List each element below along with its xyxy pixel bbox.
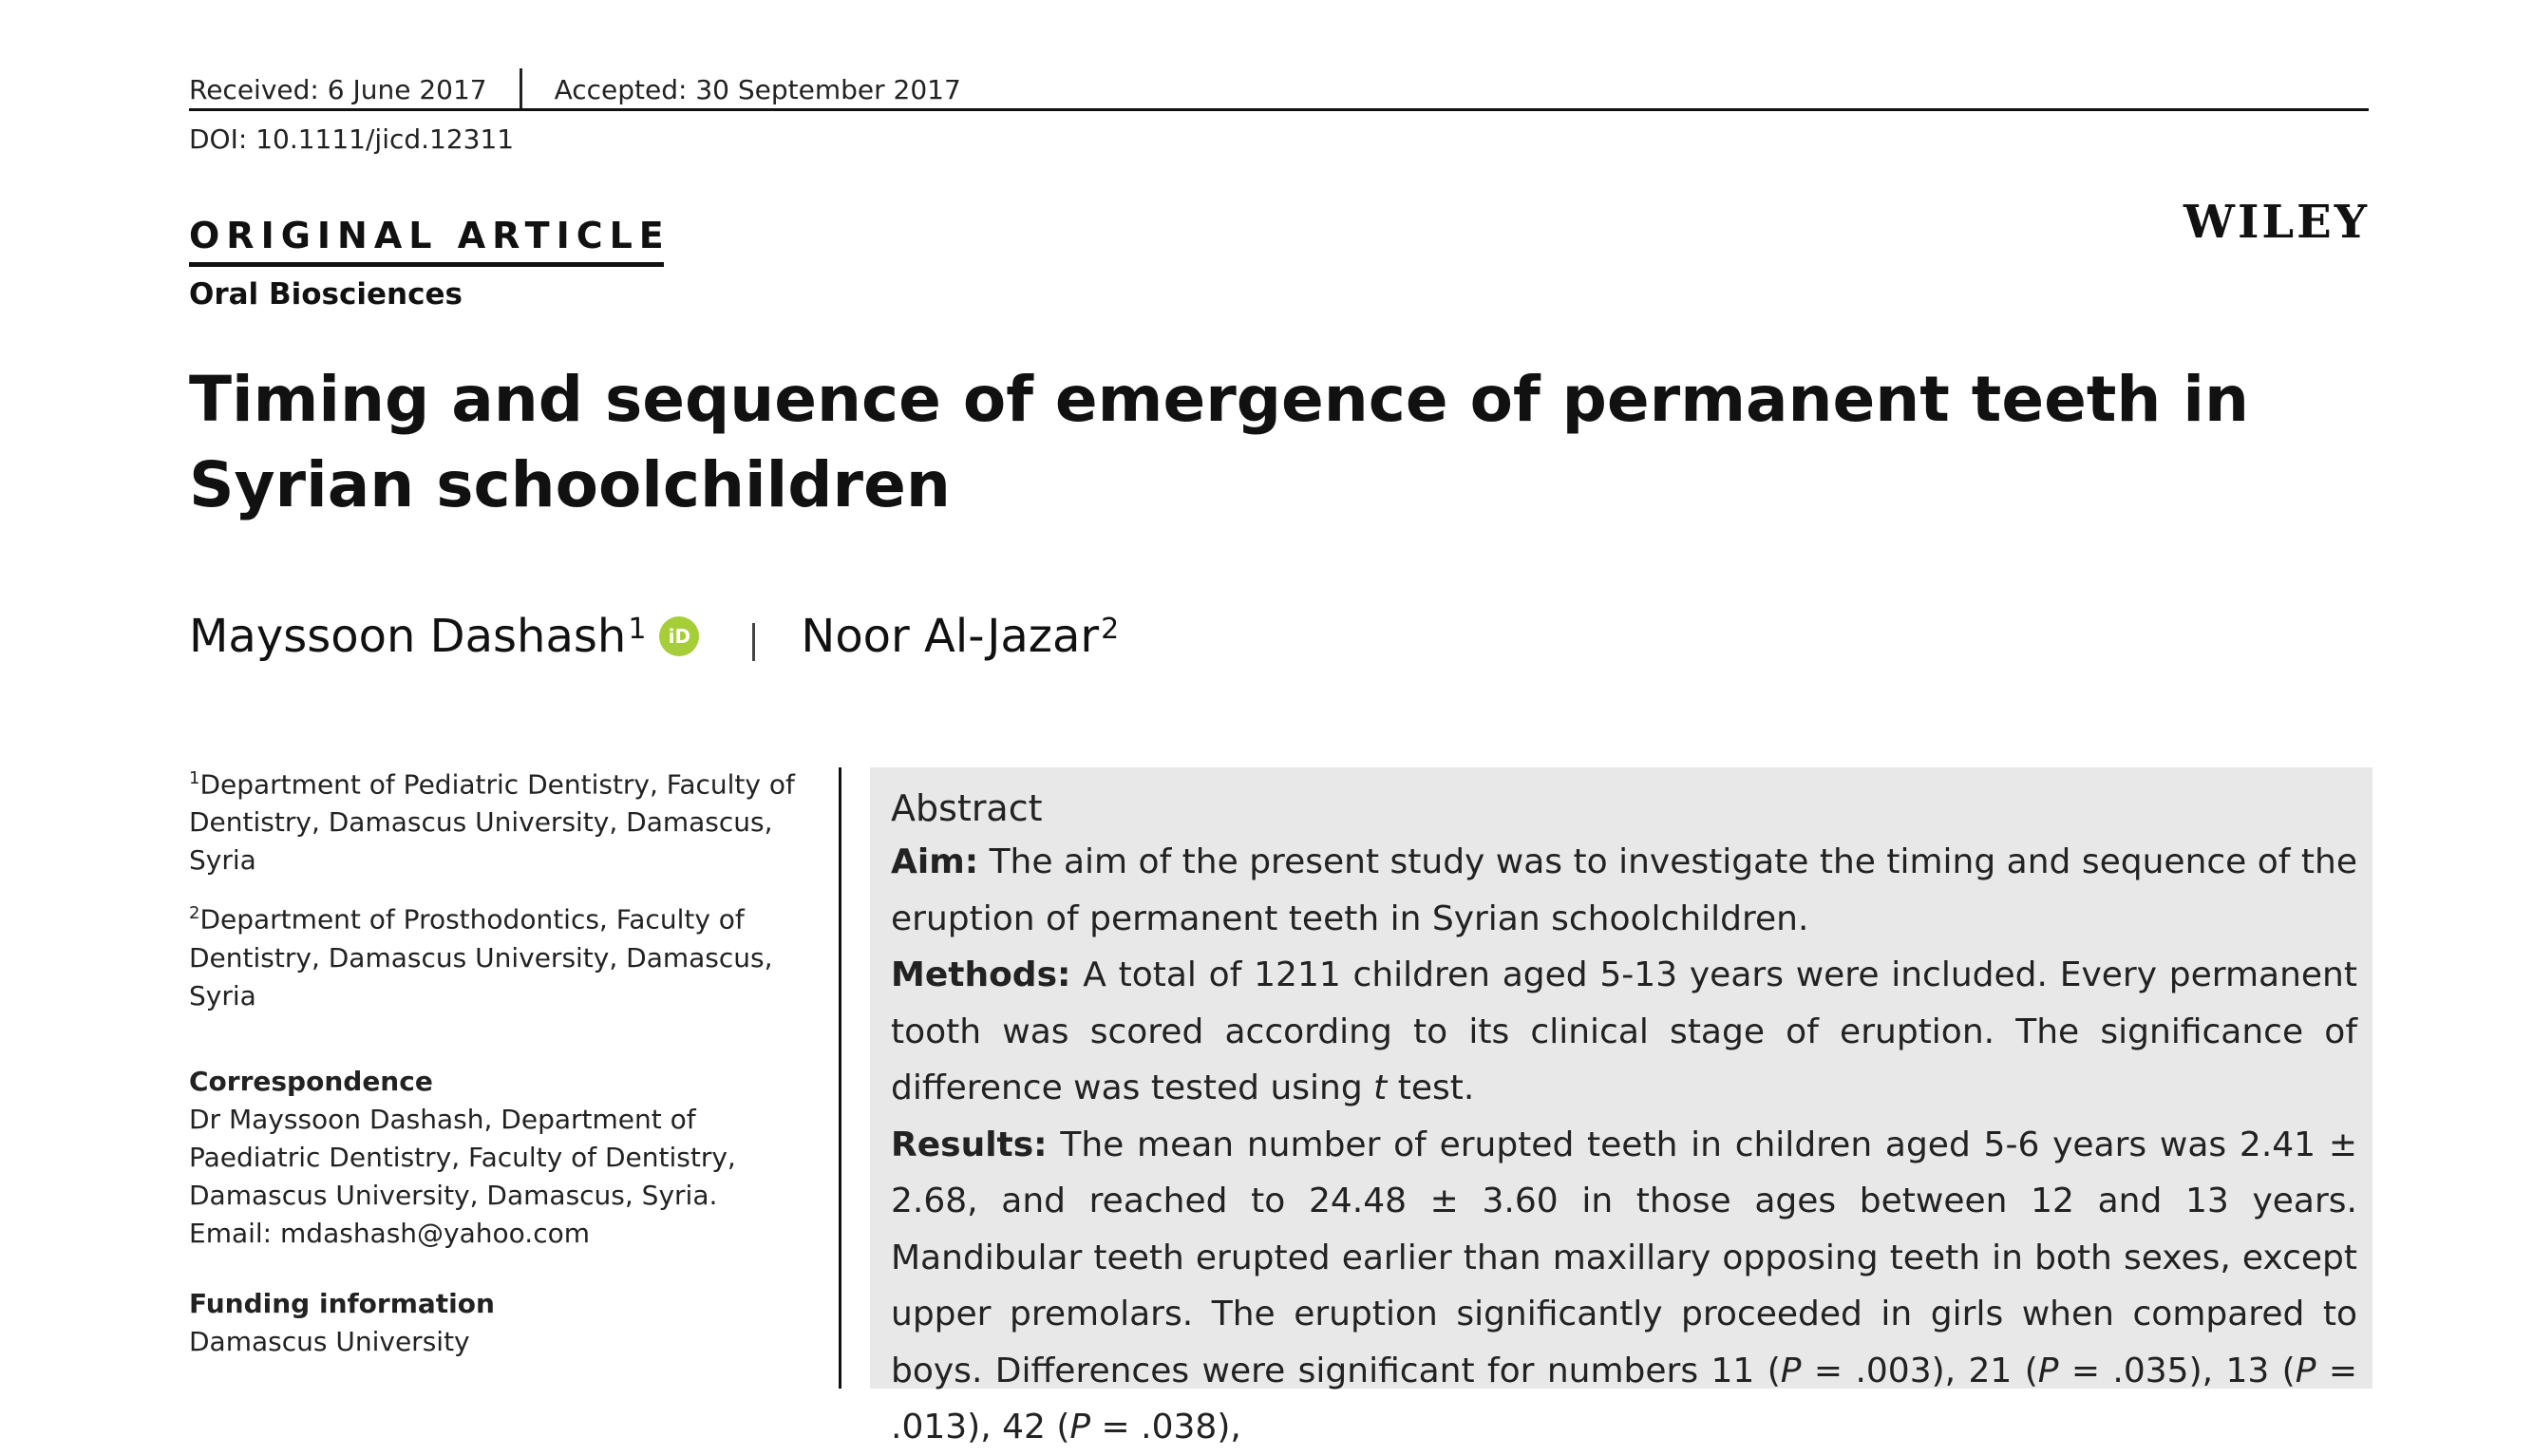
- aim-label: Aim:: [891, 842, 979, 881]
- title-line-2: Syrian schoolchildren: [189, 448, 951, 521]
- doi: DOI: 10.1111/jicd.12311: [189, 123, 515, 155]
- column-divider: [839, 767, 841, 1389]
- author-divider: [752, 623, 755, 661]
- publisher-logo: WILEY: [2183, 196, 2370, 249]
- abstract-heading: Abstract: [891, 787, 1043, 829]
- results-label: Results:: [891, 1125, 1048, 1164]
- correspondence-line: Damascus University, Damascus, Syria.: [189, 1179, 718, 1211]
- abstract-results: [891, 1117, 2357, 1456]
- affiliation-text: Department of Pediatric Dentistry, Faculty of Dentistry, Damascus University, Damascus, Syria: [189, 768, 795, 877]
- methods-label: Methods:: [891, 955, 1071, 994]
- correspondence-line: Dr Mayssoon Dashash, Department of: [189, 1103, 696, 1135]
- affiliation-sup: 2: [189, 903, 200, 924]
- author-list: [189, 610, 1119, 663]
- funding-text: Damascus University: [189, 1325, 470, 1357]
- correspondence-email[interactable]: Email: mdashash@yahoo.com: [189, 1217, 590, 1249]
- abstract-box: [870, 767, 2372, 1447]
- meta-divider: [520, 68, 522, 110]
- author-name[interactable]: Noor Al-Jazar: [801, 610, 1100, 663]
- author-name[interactable]: Mayssoon Dashash: [189, 610, 627, 663]
- results-fragment: = .035), 13 (: [2058, 1351, 2296, 1390]
- article-title: [189, 357, 2326, 528]
- orcid-icon[interactable]: iD: [659, 616, 699, 656]
- results-fragment: = .003), 21 (: [1801, 1351, 2038, 1390]
- t-symbol: t: [1373, 1068, 1388, 1107]
- accepted-date: Accepted: 30 September 2017: [554, 73, 961, 105]
- received-date: Received: 6 June 2017: [189, 73, 487, 105]
- author-affiliation-sup: 2: [1101, 612, 1120, 646]
- p-symbol: P: [1780, 1351, 1802, 1390]
- title-line-1: Timing and sequence of emergence of permanent teeth in: [189, 363, 2249, 436]
- abstract-content: [891, 783, 2357, 1456]
- correspondence-line: Paediatric Dentistry, Faculty of Dentistry,: [189, 1141, 736, 1173]
- publication-dates: [189, 68, 961, 110]
- article-section: Oral Biosciences: [189, 277, 463, 312]
- header-rule: [189, 108, 2369, 111]
- abstract-methods: [891, 947, 2357, 1117]
- funding-information: [189, 1285, 816, 1361]
- p-symbol: P: [2037, 1351, 2059, 1390]
- funding-heading: Funding information: [189, 1287, 495, 1319]
- aim-text: The aim of the present study was to investigate the timing and sequence of the eruption of permanent teeth in Syrian schoolchildren.: [891, 842, 2357, 938]
- p-symbol: P: [1069, 1408, 1091, 1447]
- methods-text-end: test.: [1397, 1068, 1475, 1107]
- author-affiliation-sup: 1: [628, 612, 647, 646]
- results-fragment: = .038),: [1090, 1408, 1241, 1447]
- affiliation-text: Department of Prosthodontics, Faculty of Dentistry, Damascus University, Damascus, Syria: [189, 903, 773, 1012]
- article-sidebar: [189, 760, 816, 1361]
- results-fragment: = .013), 42 (: [891, 1351, 2358, 1447]
- affiliation: [189, 895, 816, 1014]
- affiliation-sup: 1: [189, 768, 200, 788]
- affiliation: [189, 760, 816, 879]
- results-text: The mean number of erupted teeth in children aged 5-6 years was 2.41 ± 2.68, and reached to 24.48 ± 3.60 in those ages between 12 and 13 years. Mandibular teeth erupted earlier than maxillary opposing teeth in both sexes, except upper premolars. The eruption significantly proceeded in girls when compared to boys. Differences were significant for numbers 11 (: [891, 1125, 2357, 1390]
- correspondence: [189, 1063, 816, 1253]
- p-symbol: P: [2295, 1351, 2316, 1390]
- article-type-underline: [189, 262, 664, 267]
- article-type: ORIGINAL ARTICLE: [189, 215, 671, 256]
- methods-text: A total of 1211 children aged 5-13 years were included. Every permanent tooth was scored according to its clinical stage of eruption. The significance of difference was tested using: [891, 955, 2357, 1107]
- abstract-aim: [891, 834, 2357, 947]
- correspondence-heading: Correspondence: [189, 1065, 433, 1097]
